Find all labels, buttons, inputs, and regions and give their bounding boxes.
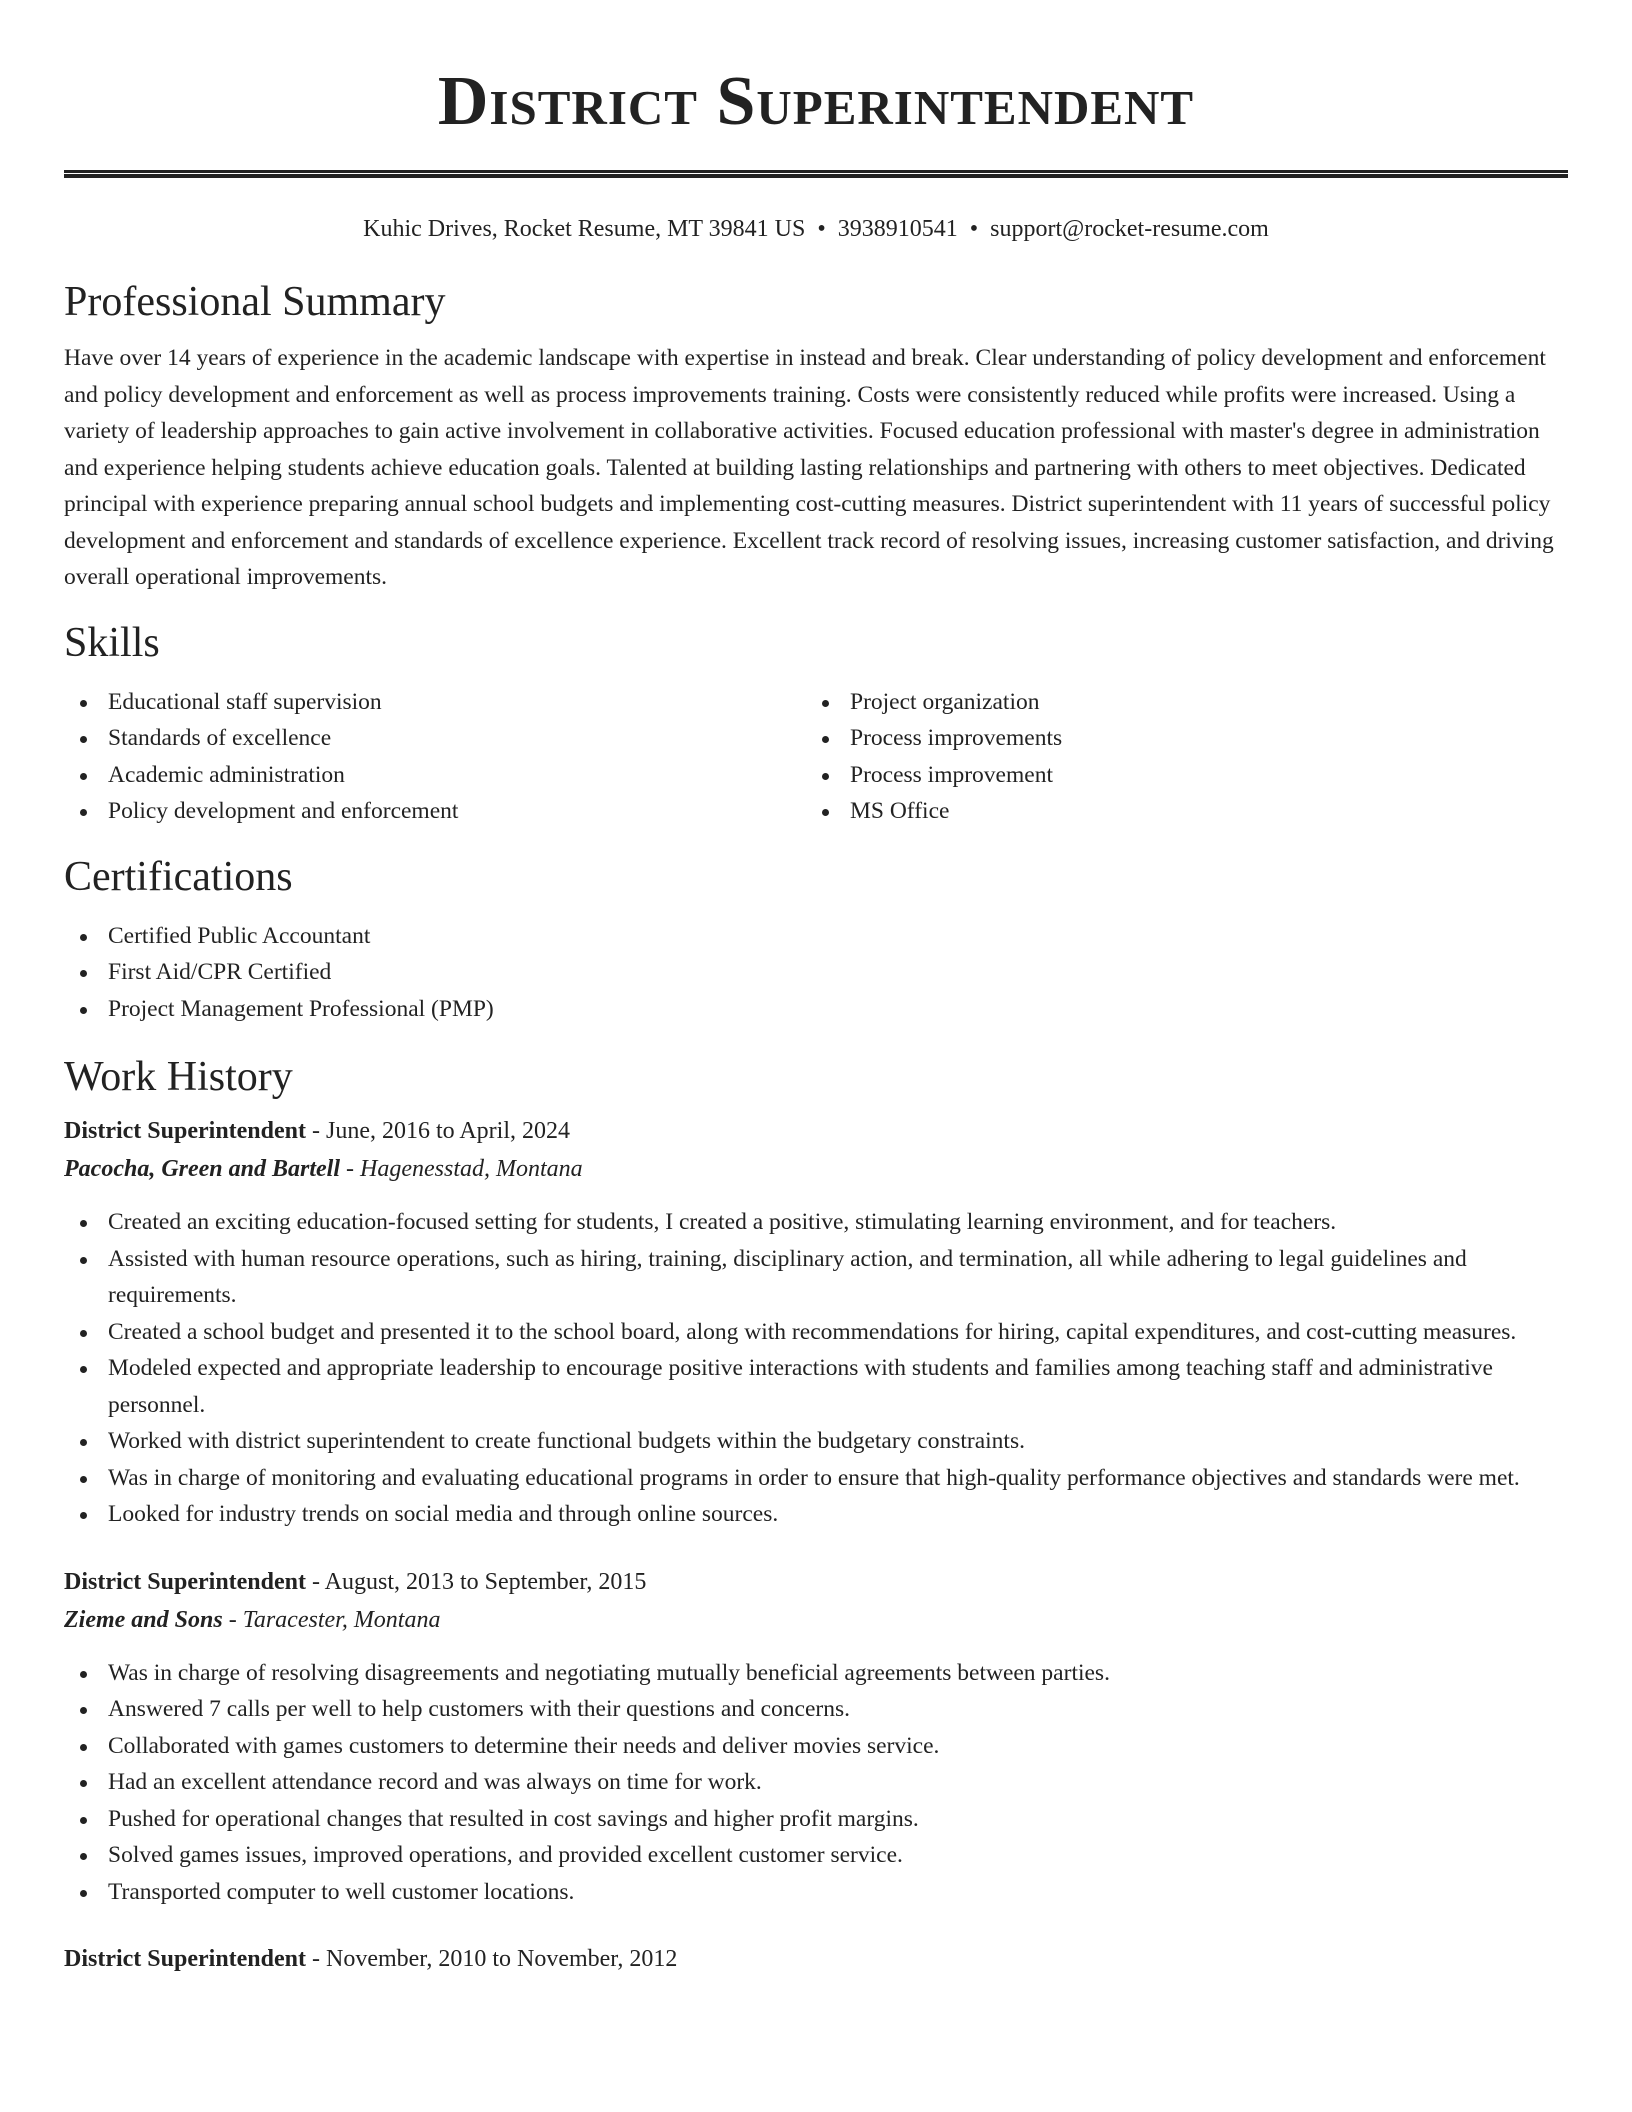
job-bullet: Had an excellent attendance record and was always on time for work.	[64, 1764, 1568, 1801]
job-bullet: Pushed for operational changes that resulted in cost savings and higher profit margins.	[64, 1801, 1568, 1838]
certification-item: Certified Public Accountant	[64, 918, 1568, 955]
certification-item: Project Management Professional (PMP)	[64, 991, 1568, 1028]
work-history-section	[64, 1052, 1568, 1978]
contact-separator: •	[969, 216, 979, 242]
job-bullet: Worked with district superintendent to create functional budgets within the budgetary constraints.	[64, 1423, 1568, 1460]
resume-title: District Superintendent	[437, 63, 1195, 140]
job-entry	[64, 1112, 1568, 1533]
skill-item: Standards of excellence	[64, 720, 806, 757]
job-bullet: Collaborated with games customers to determine their needs and deliver movies service.	[64, 1728, 1568, 1765]
job-bullet: Was in charge of resolving disagreements and negotiating mutually beneficial agreements between parties.	[64, 1655, 1568, 1692]
job-bullet: Was in charge of monitoring and evaluating educational programs in order to ensure that high-quality performance objectives and standards were met.	[64, 1460, 1568, 1497]
skills-columns	[64, 684, 1568, 830]
job-entry	[64, 1940, 1568, 1978]
certifications-list	[64, 918, 1568, 1028]
work-history-heading: Work History	[64, 1054, 293, 1100]
job-bullets	[64, 1655, 1568, 1911]
skills-list-left	[64, 684, 806, 830]
job-location: Taracester, Montana	[242, 1606, 441, 1633]
job-bullet: Answered 7 calls per well to help customers with their questions and concerns.	[64, 1691, 1568, 1728]
contact-separator: •	[817, 216, 826, 242]
contact-line	[64, 213, 1568, 245]
job-company: Pacocha, Green and Bartell	[64, 1156, 340, 1182]
job-dash: -	[306, 1568, 325, 1595]
job-dates: November, 2010 to November, 2012	[326, 1946, 678, 1972]
job-title-line	[64, 1112, 1568, 1150]
skill-item: Process improvements	[806, 720, 1548, 757]
job-bullet: Transported computer to well customer locations.	[64, 1874, 1568, 1911]
job-title-line	[64, 1563, 1568, 1601]
skill-item: Project organization	[806, 684, 1548, 721]
certifications-section	[64, 852, 1568, 1028]
job-title-line	[64, 1940, 1568, 1978]
skill-item: Academic administration	[64, 757, 806, 794]
summary-heading: Professional Summary	[64, 279, 446, 325]
job-bullet: Modeled expected and appropriate leadership to encourage positive interactions with students and families among teaching staff and administrative personnel.	[64, 1350, 1568, 1423]
job-company-line	[64, 1150, 1568, 1188]
certification-item: First Aid/CPR Certified	[64, 954, 1568, 991]
job-title: District Superintendent	[64, 1568, 306, 1595]
skill-item: Policy development and enforcement	[64, 793, 806, 830]
job-dates: June, 2016 to April, 2024	[326, 1118, 570, 1144]
contact-phone: 3938910541	[837, 216, 958, 242]
job-company-line	[64, 1601, 1568, 1639]
job-dates: August, 2013 to September, 2015	[324, 1568, 647, 1595]
job-bullet: Assisted with human resource operations, such as hiring, training, disciplinary action, and termination, all while adhering to legal guidelines and requirements.	[64, 1241, 1568, 1314]
contact-email: support@rocket-resume.com	[990, 216, 1269, 242]
job-dash: -	[306, 1118, 326, 1144]
title-divider	[64, 170, 1568, 178]
job-bullets	[64, 1204, 1568, 1533]
job-location: Hagenesstad, Montana	[360, 1156, 583, 1182]
job-entry	[64, 1563, 1568, 1911]
job-company: Zieme and Sons	[64, 1606, 223, 1633]
summary-text: Have over 14 years of experience in the academic landscape with expertise in instead and break. Clear understanding of policy development and enforcement and policy development and enforcement as well as process improvements training. Costs were consistently reduced while profits were increased. Using a variety of leadership approaches to gain active involvement in collaborative activities. Focused education professional with master's degree in administration and experience helping students achieve education goals. Talented at building lasting relationships and partnering with others to meet objectives. Dedicated principal with experience preparing annual school budgets and implementing cost-cutting measures. District superintendent with 11 years of successful policy development and enforcement and standards of excellence experience. Excellent track record of resolving issues, increasing customer satisfaction, and driving overall operational improvements.	[64, 345, 1554, 590]
skill-item: Educational staff supervision	[64, 684, 806, 721]
job-dash: -	[306, 1946, 326, 1972]
certifications-heading: Certifications	[64, 853, 293, 900]
job-title: District Superintendent	[64, 1118, 306, 1144]
skills-heading: Skills	[64, 619, 160, 666]
job-title: District Superintendent	[64, 1946, 306, 1972]
skill-item: Process improvement	[806, 757, 1548, 794]
skill-item: MS Office	[806, 793, 1548, 830]
job-dash: -	[340, 1156, 360, 1182]
job-bullet: Looked for industry trends on social media and through online sources.	[64, 1496, 1568, 1533]
job-bullet: Solved games issues, improved operations, and provided excellent customer service.	[64, 1837, 1568, 1874]
job-bullet: Created an exciting education-focused setting for students, I created a positive, stimulating learning environment, and for teachers.	[64, 1204, 1568, 1241]
job-bullet: Created a school budget and presented it to the school board, along with recommendations for hiring, capital expenditures, and cost-cutting measures.	[64, 1314, 1568, 1351]
skills-list-right	[806, 684, 1548, 830]
summary-section	[64, 277, 1568, 596]
job-dash: -	[222, 1606, 243, 1633]
skills-section	[64, 618, 1568, 830]
contact-address: Kuhic Drives, Rocket Resume, MT 39841 US	[363, 216, 806, 242]
